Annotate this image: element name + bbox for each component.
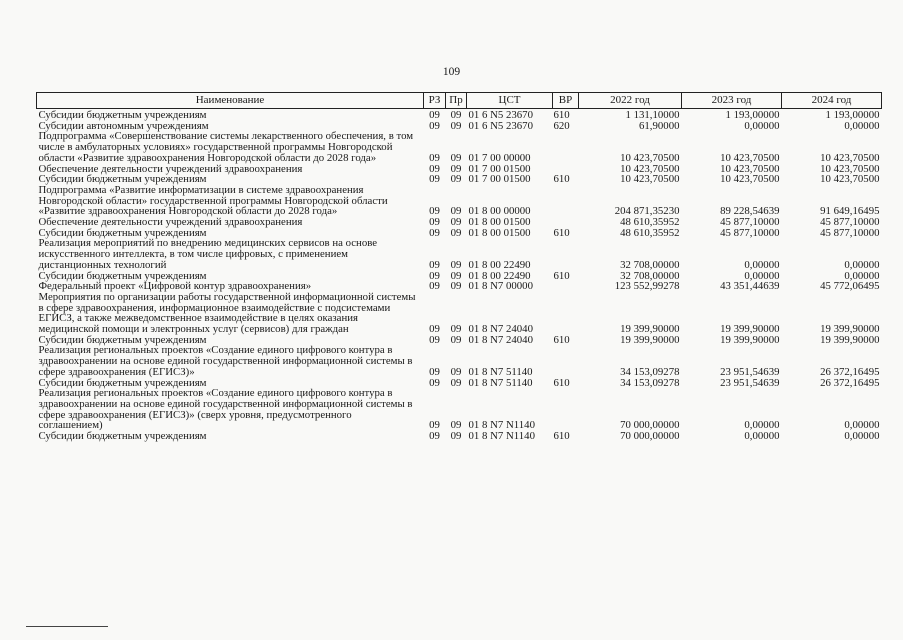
cell-vr <box>553 281 579 292</box>
cell-name: Подпрограмма «Развитие информатизации в системе здравоохранения Новгородской области» государственной программы Новгородской области «Развитие здравоохранения Новгородской области до 2028 года» <box>38 183 388 218</box>
cell-vr: 610 <box>553 109 570 121</box>
cell-y2024: 0,00000 <box>844 269 880 282</box>
header-pr: Пр <box>446 93 467 109</box>
cell-y2024: 19 399,90000 <box>820 333 880 346</box>
cell-y2023: 23 951,54639 <box>720 365 780 378</box>
cell-rz: 09 <box>429 269 440 282</box>
header-row <box>37 93 882 109</box>
table-row <box>37 292 882 335</box>
cell-pr: 09 <box>450 419 462 432</box>
cell-cst: 01 7 00 01500 <box>468 162 531 175</box>
cell-y2022: 70 000,00000 <box>620 430 680 443</box>
cell-y2022: 1 131,10000 <box>625 109 680 121</box>
cell-y2022: 19 399,90000 <box>620 333 680 346</box>
cell-y2022: 32 708,00000 <box>620 269 680 282</box>
header-2022: 2022 год <box>579 93 682 109</box>
cell-pr: 09 <box>450 323 462 336</box>
cell-y2023: 19 399,90000 <box>720 333 780 346</box>
cell-y2023: 10 423,70500 <box>720 151 780 164</box>
cell-cst: 01 8 00 22490 <box>468 258 531 271</box>
cell-y2024: 26 372,16495 <box>820 376 880 389</box>
cell-cst: 01 8 N7 51140 <box>468 376 533 389</box>
cell-vr: 610 <box>553 173 570 186</box>
cell-y2024: 45 877,10000 <box>820 216 880 229</box>
cell-name: Обеспечение деятельности учреждений здравоохранения <box>38 216 303 229</box>
cell-cst: 01 7 00 00000 <box>468 151 531 164</box>
cell-y2023: 10 423,70500 <box>720 162 780 175</box>
cell-pr: 09 <box>450 216 462 229</box>
header-2024: 2024 год <box>782 93 882 109</box>
cell-y2022: 48 610,35952 <box>620 216 680 229</box>
cell-y2023: 23 951,54639 <box>720 376 780 389</box>
cell-y2023: 0,00000 <box>744 119 780 132</box>
cell-vr <box>553 238 579 270</box>
cell-name: Реализация региональных проектов «Создание единого цифрового контура в здравоохранении на основе единой государственной информационной системы в сфере здравоохранения (ЕГИСЗ)» (сверх уровня, предусмотренного соглашением) <box>38 387 413 432</box>
cell-name: Реализация мероприятий по внедрению медицинских сервисов на основе искусственного интеллекта, в том числе цифровых, с применением дистанционных технологий <box>38 237 378 271</box>
cell-pr: 09 <box>450 258 462 271</box>
cell-y2023: 0,00000 <box>744 419 780 432</box>
cell-name: Обеспечение деятельности учреждений здравоохранения <box>38 162 303 175</box>
cell-cst: 01 8 N7 51140 <box>468 365 533 378</box>
cell-name: Реализация региональных проектов «Создание единого цифрового контура в здравоохранении на основе единой государственной информационной системы в сфере здравоохранения (ЕГИСЗ)» <box>38 344 413 378</box>
cell-vr <box>553 185 579 217</box>
cell-y2023: 89 228,54639 <box>720 205 780 218</box>
cell-vr: 620 <box>553 119 570 132</box>
cell-vr <box>553 388 579 431</box>
cell-vr: 610 <box>553 333 570 346</box>
cell-rz: 09 <box>429 205 440 218</box>
cell-pr: 09 <box>450 162 462 175</box>
cell-name: Субсидии бюджетным учреждениям <box>38 173 207 186</box>
cell-y2023: 1 193,00000 <box>725 109 780 121</box>
cell-y2022: 48 610,35952 <box>620 226 680 239</box>
table-row <box>37 185 882 217</box>
cell-cst: 01 8 N7 24040 <box>468 323 533 336</box>
cell-rz: 09 <box>429 323 440 336</box>
cell-y2023: 0,00000 <box>744 269 780 282</box>
cell-y2022: 204 871,35230 <box>614 205 680 218</box>
cell-rz: 09 <box>429 419 440 432</box>
cell-y2024: 19 399,90000 <box>820 323 880 336</box>
cell-rz: 09 <box>429 430 440 443</box>
cell-cst: 01 8 N7 24040 <box>468 333 533 346</box>
table-body <box>37 109 882 442</box>
header-2023: 2023 год <box>682 93 782 109</box>
cell-name: Субсидии бюджетным учреждениям <box>38 430 207 443</box>
cell-name: Субсидии бюджетным учреждениям <box>38 269 207 282</box>
cell-cst: 01 8 00 00000 <box>468 205 531 218</box>
cell-pr: 09 <box>450 333 462 346</box>
cell-cst: 01 8 N7 N1140 <box>468 430 535 443</box>
cell-y2022: 32 708,00000 <box>620 258 680 271</box>
table-row <box>37 388 882 431</box>
table-row <box>37 238 882 270</box>
cell-y2022: 10 423,70500 <box>620 151 680 164</box>
cell-y2024: 0,00000 <box>844 119 880 132</box>
cell-y2024: 26 372,16495 <box>820 365 880 378</box>
cell-cst: 01 8 00 01500 <box>468 226 531 239</box>
cell-y2022: 19 399,90000 <box>620 323 680 336</box>
cell-pr: 09 <box>450 109 462 121</box>
cell-rz: 09 <box>429 216 440 229</box>
cell-name: Субсидии бюджетным учреждениям <box>38 333 207 346</box>
cell-cst: 01 8 00 01500 <box>468 216 531 229</box>
cell-name: Субсидии бюджетным учреждениям <box>38 109 207 121</box>
cell-name: Мероприятия по организации работы государственной информационной системы в сфере здравоохранения, информационное взаимодействие с подсистемами ЕГИСЗ, а также межведомственное взаимодействие в целях оказания медицинской помощи и электронных услуг (сервисов) для граждан <box>38 290 416 336</box>
cell-y2024: 0,00000 <box>844 430 880 443</box>
cell-y2022: 34 153,09278 <box>620 365 680 378</box>
cell-y2023: 19 399,90000 <box>720 323 780 336</box>
cell-rz: 09 <box>429 151 440 164</box>
cell-y2023: 10 423,70500 <box>720 173 780 186</box>
cell-cst: 01 6 N5 23670 <box>468 119 533 132</box>
cell-y2024: 1 193,00000 <box>825 109 880 121</box>
cell-y2024: 0,00000 <box>844 419 880 432</box>
cell-y2024: 91 649,16495 <box>820 205 880 218</box>
cell-y2024: 10 423,70500 <box>820 173 880 186</box>
cell-cst: 01 8 00 22490 <box>468 269 531 282</box>
cell-rz: 09 <box>429 173 440 186</box>
cell-vr: 610 <box>553 269 570 282</box>
cell-vr: 610 <box>553 376 570 389</box>
cell-rz: 09 <box>429 226 440 239</box>
header-cst: ЦСТ <box>467 93 553 109</box>
cell-y2022: 61,90000 <box>639 119 680 132</box>
cell-y2022: 70 000,00000 <box>620 419 680 432</box>
cell-pr: 09 <box>450 226 462 239</box>
cell-rz: 09 <box>429 280 440 293</box>
cell-rz: 09 <box>429 109 440 121</box>
cell-rz: 09 <box>429 333 440 346</box>
cell-name: Федеральный проект «Цифровой контур здравоохранения» <box>38 280 312 293</box>
cell-cst: 01 8 N7 N1140 <box>468 419 535 432</box>
table-row <box>37 109 882 121</box>
cell-vr <box>553 131 579 163</box>
cell-pr: 09 <box>450 376 462 389</box>
cell-y2024: 45 877,10000 <box>820 226 880 239</box>
cell-pr: 09 <box>450 365 462 378</box>
cell-pr: 09 <box>450 151 462 164</box>
cell-y2022: 10 423,70500 <box>620 173 680 186</box>
cell-cst: 01 6 N5 23670 <box>468 109 533 121</box>
cell-vr: 610 <box>553 226 570 239</box>
cell-pr: 09 <box>450 269 462 282</box>
cell-y2024: 0,00000 <box>844 258 880 271</box>
cell-pr: 09 <box>450 430 462 443</box>
cell-pr: 09 <box>450 205 462 218</box>
cell-pr: 09 <box>450 173 462 186</box>
cell-y2022: 10 423,70500 <box>620 162 680 175</box>
cell-name: Подпрограмма «Совершенствование системы лекарственного обеспечения, в том числе в амбулаторных условиях» государственной программы Новгородской области «Развитие здравоохранения Новгородской области до 2028 года» <box>38 130 414 164</box>
cell-y2022: 123 552,99278 <box>614 280 680 293</box>
page-number: 109 <box>442 66 461 78</box>
cell-y2023: 0,00000 <box>744 258 780 271</box>
cell-y2023: 45 877,10000 <box>720 216 780 229</box>
footer-divider <box>26 626 108 627</box>
cell-rz: 09 <box>429 258 440 271</box>
cell-y2023: 45 877,10000 <box>720 226 780 239</box>
cell-pr: 09 <box>450 119 462 132</box>
table-row <box>37 131 882 163</box>
header-vr: ВР <box>553 93 579 109</box>
cell-rz: 09 <box>429 119 440 132</box>
cell-y2024: 45 772,06495 <box>820 280 880 293</box>
cell-name: Субсидии автономным учреждениям <box>38 119 209 132</box>
table-row <box>37 431 882 442</box>
cell-rz: 09 <box>429 376 440 389</box>
cell-vr: 610 <box>553 430 570 443</box>
budget-table <box>36 92 882 442</box>
cell-y2023: 0,00000 <box>744 430 780 443</box>
header-name: Наименование <box>37 93 424 109</box>
header-rz: РЗ <box>424 93 446 109</box>
cell-rz: 09 <box>429 162 440 175</box>
cell-cst: 01 7 00 01500 <box>468 173 531 186</box>
cell-pr: 09 <box>450 280 462 293</box>
cell-y2024: 10 423,70500 <box>820 162 880 175</box>
cell-rz: 09 <box>429 365 440 378</box>
cell-name: Субсидии бюджетным учреждениям <box>38 376 207 389</box>
cell-name: Субсидии бюджетным учреждениям <box>38 226 207 239</box>
cell-cst: 01 8 N7 00000 <box>468 280 533 293</box>
cell-y2022: 34 153,09278 <box>620 376 680 389</box>
cell-y2024: 10 423,70500 <box>820 151 880 164</box>
table-row <box>37 345 882 377</box>
cell-y2023: 43 351,44639 <box>720 280 780 293</box>
cell-vr <box>553 345 579 377</box>
cell-vr <box>553 292 579 335</box>
